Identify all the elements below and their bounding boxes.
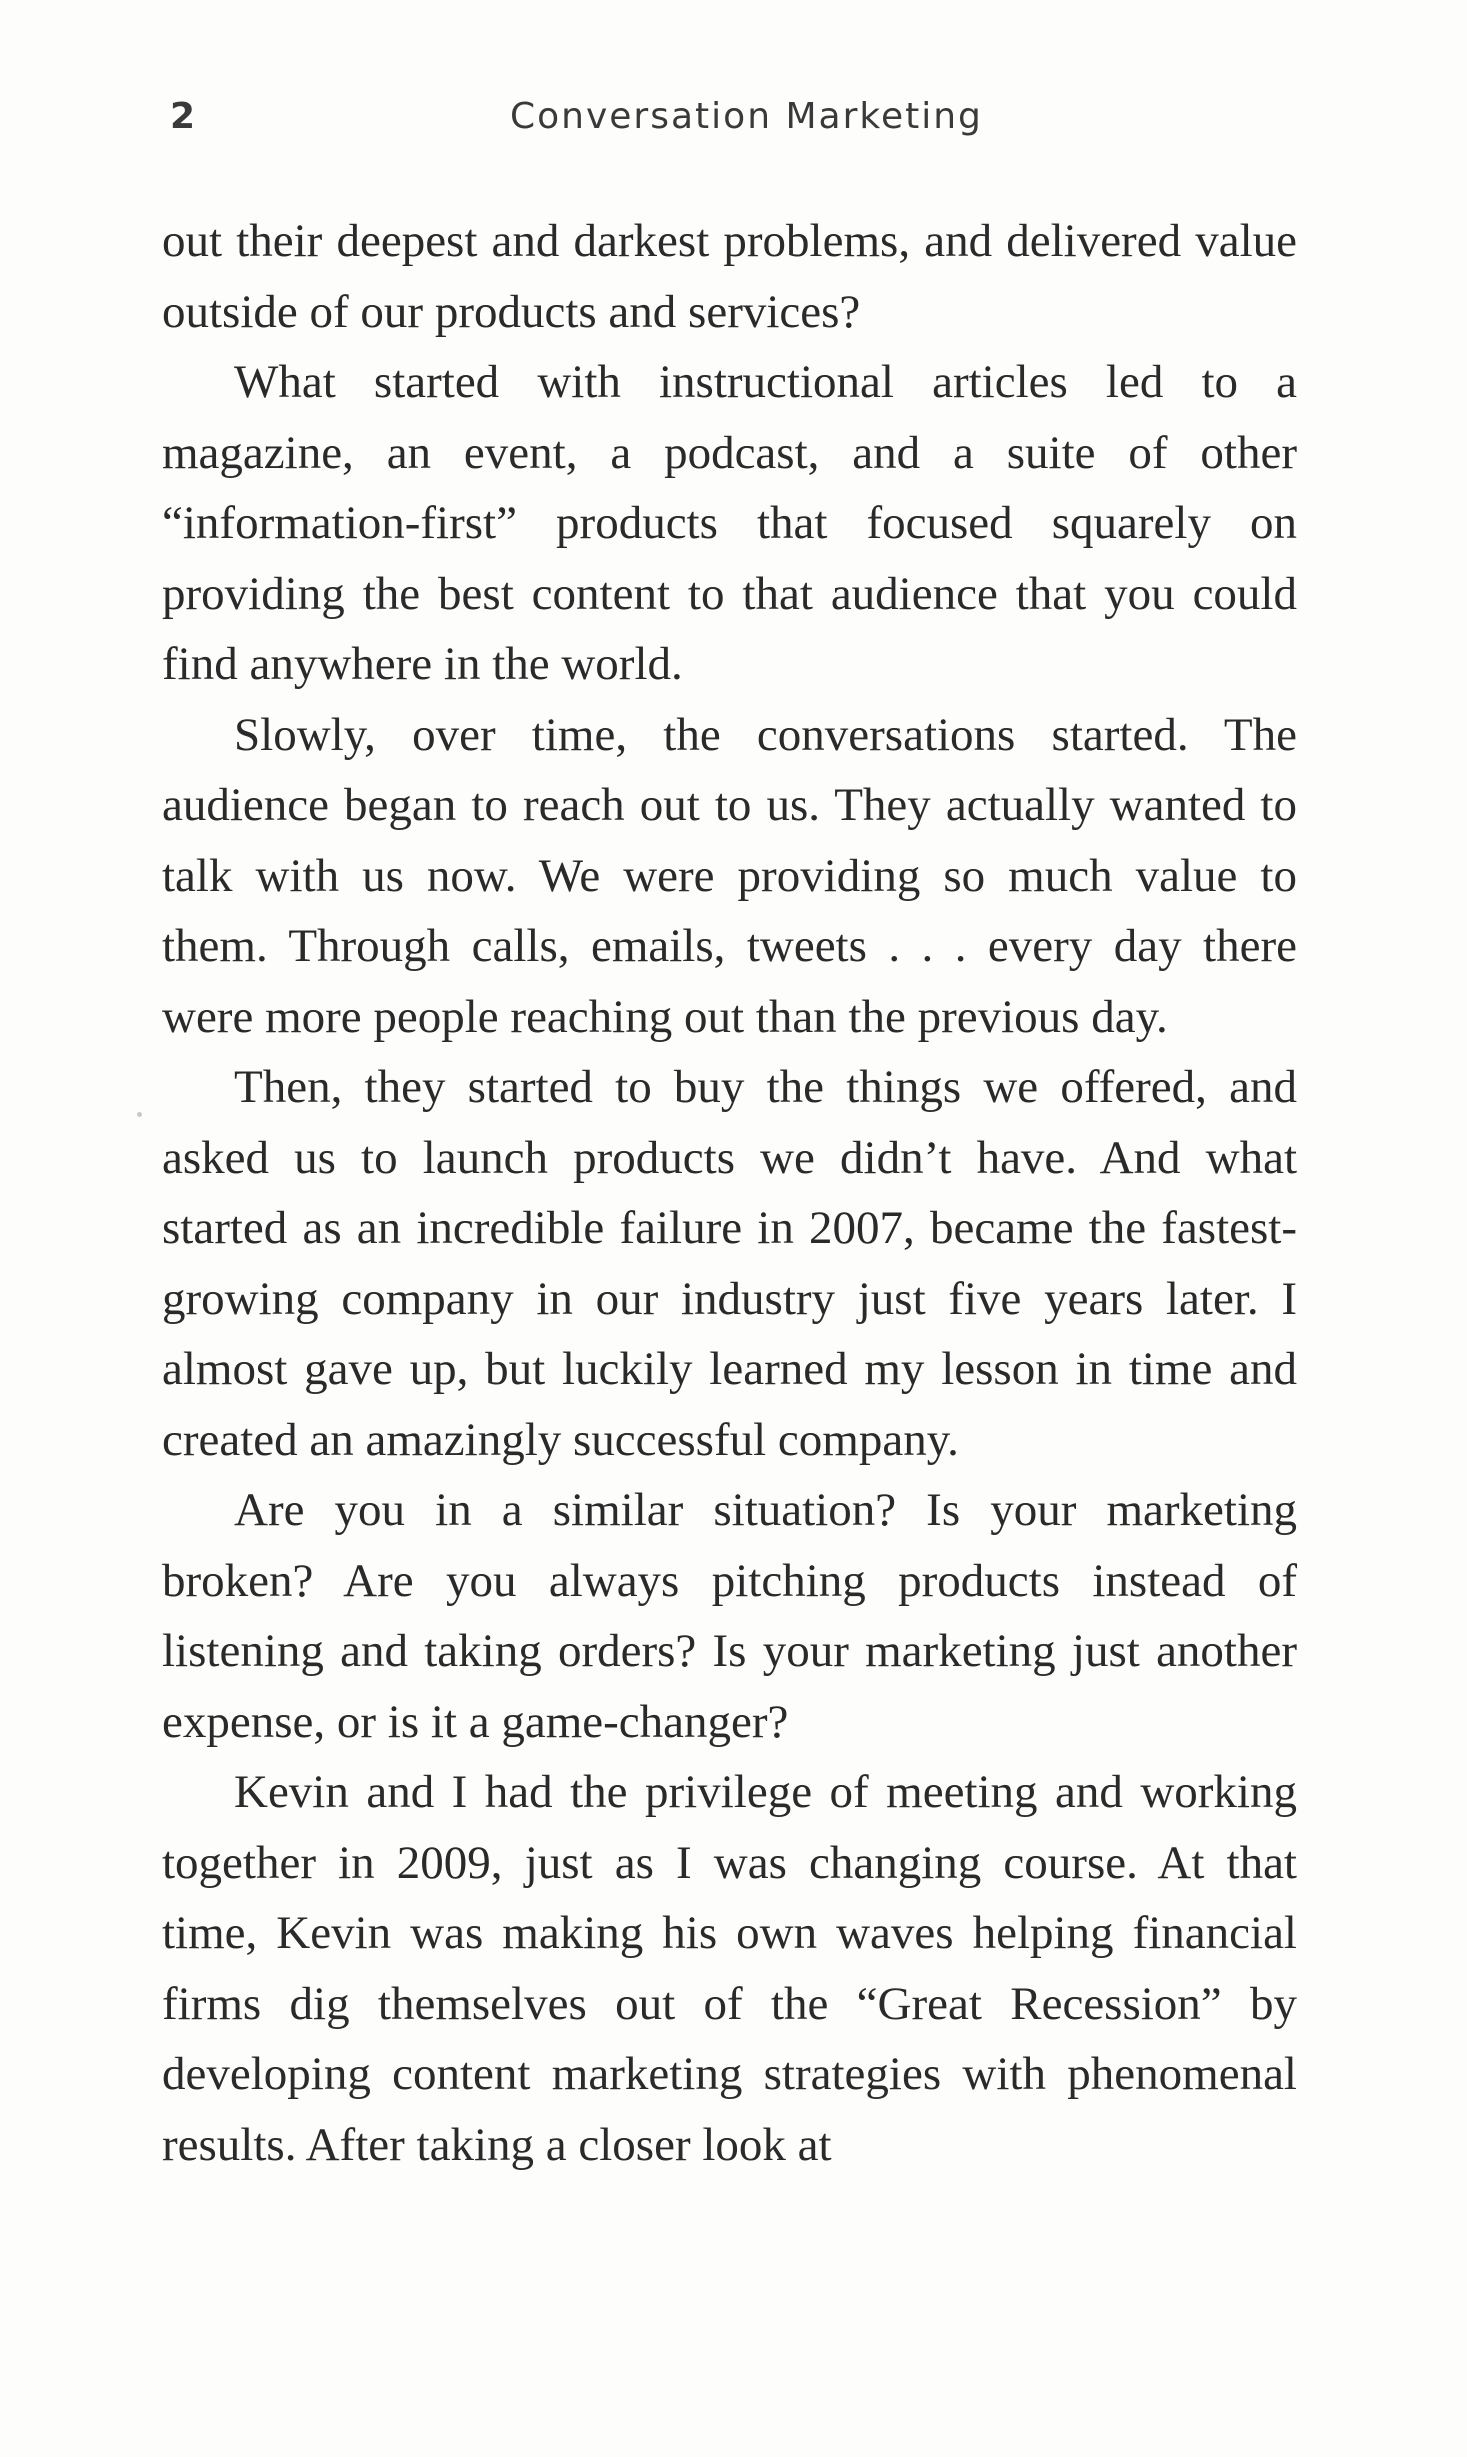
paragraph: Slowly, over time, the conversations started. The audience began to reach out to us. They actually wanted to talk with us now. We were providing so much value to them. Through calls, emails, tweets . . . every day there were more people reaching out than the previous day. <box>162 708 1297 1043</box>
body-text <box>162 206 1297 2180</box>
paragraph-continued: out their deepest and darkest problems, and delivered value outside of our products and services? <box>162 215 1297 338</box>
page-number: 2 <box>170 96 197 137</box>
paragraph: Kevin and I had the privilege of meeting and working together in 2009, just as I was changing course. At that time, Kevin was making his own waves helping financial firms dig themselves out of the “Great Recession” by developing content marketing strategies with phenomenal results. After taking a closer look at <box>162 1766 1297 2171</box>
running-head <box>170 96 1370 156</box>
paragraph: Are you in a similar situation? Is your marketing broken? Are you always pitching products instead of listening and taking orders? Is your marketing just another expense, or is it a game-changer? <box>162 1484 1297 1748</box>
paragraph: What started with instructional articles led to a magazine, an event, a podcast, and a suite of other “information-first” products that focused squarely on providing the best content to that audience that you could find anywhere in the world. <box>162 356 1297 690</box>
book-title: Conversation Marketing <box>510 96 983 137</box>
scan-speck <box>137 1112 142 1117</box>
paragraph: Then, they started to buy the things we offered, and asked us to launch products we didn’t have. And what started as an incredible failure in 2007, became the fastest-growing company in our industry just five years later. I almost gave up, but luckily learned my lesson in time and created an amazingly successful company. <box>162 1061 1297 1466</box>
